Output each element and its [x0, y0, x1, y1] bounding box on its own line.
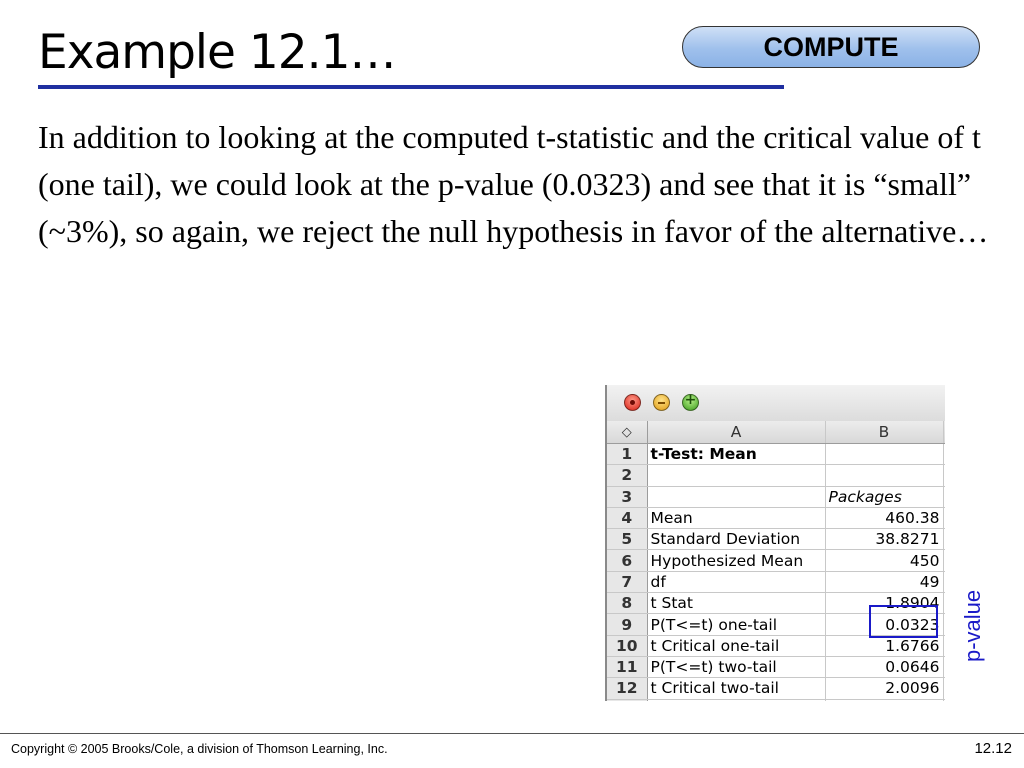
p-value-highlight-box — [869, 605, 938, 638]
cell-a2[interactable] — [647, 465, 825, 486]
zoom-window-icon[interactable] — [682, 394, 699, 411]
cell-b11[interactable]: 0.0646 — [825, 656, 943, 677]
cell-b8[interactable]: 1.8904 — [825, 593, 943, 614]
cell-b5[interactable]: 38.8271 — [825, 529, 943, 550]
cell-c2[interactable] — [943, 465, 945, 486]
column-header-row — [607, 421, 945, 444]
slide-body-text: In addition to looking at the computed t-statistic and the critical value of t (one tail), we could look at the p-value (0.0323) and see that it is “small” (~3%), so again, we reject the null hypothesis in favor of the alternative… — [38, 119, 989, 249]
row-header[interactable]: 8 — [607, 593, 647, 614]
cell-c12[interactable] — [943, 678, 945, 699]
table-row — [607, 678, 945, 699]
cell-b6[interactable]: 450 — [825, 550, 943, 571]
select-all-corner[interactable] — [607, 421, 647, 444]
cell-a8[interactable]: t Stat — [647, 593, 825, 614]
row-header[interactable] — [607, 699, 647, 701]
cell-a5[interactable]: Standard Deviation — [647, 529, 825, 550]
table-row — [607, 635, 945, 656]
slide-title: Example 12.1… — [38, 25, 396, 80]
row-header[interactable]: 12 — [607, 678, 647, 699]
cell-b2[interactable] — [825, 465, 943, 486]
cell-b10[interactable]: 1.6766 — [825, 635, 943, 656]
cell-a3[interactable] — [647, 486, 825, 507]
cell-a11[interactable]: P(T<=t) two-tail — [647, 656, 825, 677]
table-row — [607, 550, 945, 571]
cell-a12[interactable]: t Critical two-tail — [647, 678, 825, 699]
row-header[interactable]: 3 — [607, 486, 647, 507]
row-header[interactable]: 11 — [607, 656, 647, 677]
cell-a6[interactable]: Hypothesized Mean — [647, 550, 825, 571]
slide-number: 12.12 — [974, 740, 1012, 757]
footer-divider — [0, 733, 1024, 734]
cell-b12[interactable]: 2.0096 — [825, 678, 943, 699]
close-window-icon[interactable] — [624, 394, 641, 411]
cell-a4[interactable]: Mean — [647, 507, 825, 528]
cell-c6[interactable] — [943, 550, 945, 571]
table-row — [607, 507, 945, 528]
cell-b1[interactable] — [825, 444, 943, 465]
table-row — [607, 444, 945, 465]
spreadsheet-window — [605, 385, 945, 701]
spreadsheet-grid — [607, 421, 945, 701]
minimize-window-icon[interactable] — [653, 394, 670, 411]
cell-a13[interactable] — [647, 699, 825, 701]
cell-b4[interactable]: 460.38 — [825, 507, 943, 528]
table-row — [607, 486, 945, 507]
row-header[interactable]: 7 — [607, 571, 647, 592]
row-header[interactable]: 10 — [607, 635, 647, 656]
cell-b3[interactable]: Packages — [825, 486, 943, 507]
cell-c9[interactable] — [943, 614, 945, 635]
row-header[interactable]: 4 — [607, 507, 647, 528]
row-header[interactable]: 5 — [607, 529, 647, 550]
cell-c10[interactable] — [943, 635, 945, 656]
table-row — [607, 699, 945, 701]
compute-button[interactable]: COMPUTE — [682, 26, 980, 68]
cell-c8[interactable] — [943, 593, 945, 614]
cell-b13[interactable] — [825, 699, 943, 701]
table-row — [607, 529, 945, 550]
row-header[interactable]: 1 — [607, 444, 647, 465]
cell-b9[interactable]: 0.0323 — [825, 614, 943, 635]
row-header[interactable]: 6 — [607, 550, 647, 571]
diamond-icon: ◇ — [621, 425, 632, 440]
cell-c11[interactable] — [943, 656, 945, 677]
cell-b7[interactable]: 49 — [825, 571, 943, 592]
cell-a1[interactable]: t-Test: Mean — [647, 444, 825, 465]
copyright-notice: Copyright © 2005 Brooks/Cole, a division of Thomson Learning, Inc. — [11, 742, 388, 756]
cell-c5[interactable] — [943, 529, 945, 550]
cell-c1[interactable] — [943, 444, 945, 465]
title-underline — [38, 85, 784, 89]
row-header[interactable]: 9 — [607, 614, 647, 635]
table-row — [607, 571, 945, 592]
p-value-annotation: p-value — [960, 589, 985, 662]
cell-a7[interactable]: df — [647, 571, 825, 592]
cell-a9[interactable]: P(T<=t) one-tail — [647, 614, 825, 635]
window-titlebar — [607, 385, 945, 422]
cell-c3[interactable] — [943, 486, 945, 507]
cell-c7[interactable] — [943, 571, 945, 592]
table-row — [607, 465, 945, 486]
row-header[interactable]: 2 — [607, 465, 647, 486]
cell-c13[interactable] — [943, 699, 945, 701]
table-row — [607, 656, 945, 677]
column-header-b[interactable]: B — [825, 421, 943, 444]
cell-a10[interactable]: t Critical one-tail — [647, 635, 825, 656]
column-header-c[interactable] — [943, 421, 945, 444]
column-header-a[interactable]: A — [647, 421, 825, 444]
cell-c4[interactable] — [943, 507, 945, 528]
